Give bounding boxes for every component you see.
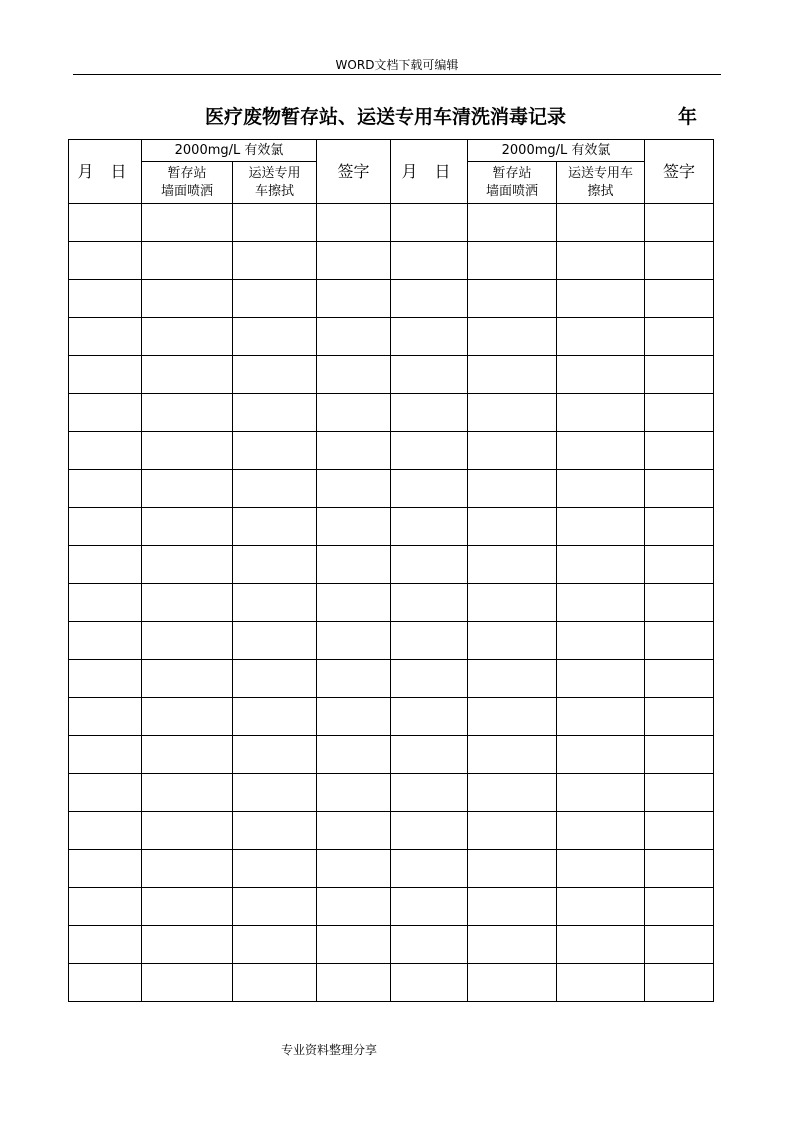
year-label: 年 [678, 106, 698, 128]
signature-cell[interactable] [645, 698, 714, 736]
signature-cell[interactable] [645, 242, 714, 280]
vehicle-wipe-cell[interactable] [233, 584, 317, 622]
date-cell[interactable] [69, 432, 142, 470]
page-footer: 专业资料整理分享 [281, 1043, 378, 1057]
vehicle-wipe-cell[interactable] [557, 660, 645, 698]
table-row [69, 584, 714, 622]
date-cell[interactable] [69, 508, 142, 546]
header-rule [73, 74, 721, 75]
vehicle-wipe-cell[interactable] [233, 280, 317, 318]
signature-cell[interactable] [645, 774, 714, 812]
date-cell[interactable] [69, 584, 142, 622]
vehicle-wipe-cell[interactable] [233, 812, 317, 850]
signature-cell[interactable] [317, 850, 391, 888]
signature-cell[interactable] [317, 622, 391, 660]
date-cell[interactable] [391, 280, 468, 318]
table-row [69, 394, 714, 432]
vehicle-wipe-cell[interactable] [233, 964, 317, 1002]
date-cell[interactable] [69, 242, 142, 280]
signature-cell[interactable] [645, 280, 714, 318]
page-title: 医疗废物暂存站、运送专用车清洗消毒记录 [205, 106, 567, 128]
wall-spray-cell[interactable] [142, 926, 233, 964]
signature-cell[interactable] [317, 888, 391, 926]
vehicle-wipe-cell[interactable] [557, 736, 645, 774]
signature-cell[interactable] [645, 318, 714, 356]
date-cell[interactable] [391, 622, 468, 660]
wall-spray-cell[interactable] [142, 736, 233, 774]
wall-spray-cell[interactable] [142, 660, 233, 698]
wall-spray-header-line2: 墙面喷洒 [160, 183, 213, 199]
signature-cell[interactable] [645, 660, 714, 698]
signature-cell[interactable] [317, 204, 391, 242]
wall-spray-cell[interactable] [468, 622, 557, 660]
header-row-1 [69, 140, 714, 162]
wall-spray-cell[interactable] [142, 204, 233, 242]
wall-spray-cell[interactable] [142, 470, 233, 508]
wall-spray-cell[interactable] [142, 774, 233, 812]
date-cell[interactable] [391, 812, 468, 850]
signature-cell[interactable] [645, 546, 714, 584]
vehicle-wipe-cell[interactable] [233, 850, 317, 888]
wall-spray-cell[interactable] [468, 508, 557, 546]
signature-cell[interactable] [317, 470, 391, 508]
vehicle-wipe-cell[interactable] [233, 470, 317, 508]
table-row [69, 926, 714, 964]
date-cell[interactable] [69, 622, 142, 660]
wall-spray-cell[interactable] [468, 964, 557, 1002]
table-row [69, 242, 714, 280]
wall-spray-cell[interactable] [142, 850, 233, 888]
table-row [69, 888, 714, 926]
vehicle-wipe-cell[interactable] [233, 432, 317, 470]
signature-cell[interactable] [645, 584, 714, 622]
vehicle-wipe-cell[interactable] [233, 394, 317, 432]
table-row [69, 508, 714, 546]
vehicle-wipe-cell[interactable] [557, 774, 645, 812]
vehicle-wipe-cell[interactable] [557, 850, 645, 888]
vehicle-wipe-cell[interactable] [233, 508, 317, 546]
vehicle-wipe-header-line1: 运送专用车 [568, 165, 634, 181]
wall-spray-cell[interactable] [468, 356, 557, 394]
wall-spray-header-right [468, 162, 557, 204]
table-row [69, 774, 714, 812]
wall-spray-cell[interactable] [142, 622, 233, 660]
table-row [69, 698, 714, 736]
vehicle-wipe-cell[interactable] [557, 204, 645, 242]
wall-spray-cell[interactable] [142, 584, 233, 622]
wall-spray-cell[interactable] [142, 280, 233, 318]
signature-cell[interactable] [317, 356, 391, 394]
date-cell[interactable] [69, 280, 142, 318]
signature-cell[interactable] [317, 242, 391, 280]
wall-spray-cell[interactable] [468, 926, 557, 964]
table-row [69, 660, 714, 698]
table-row [69, 356, 714, 394]
signature-cell[interactable] [645, 394, 714, 432]
vehicle-wipe-cell[interactable] [557, 356, 645, 394]
table-row [69, 318, 714, 356]
vehicle-wipe-header-left [233, 162, 317, 204]
wall-spray-cell[interactable] [468, 318, 557, 356]
wall-spray-cell[interactable] [142, 508, 233, 546]
table-row [69, 432, 714, 470]
chlorine-group-header-right: 2000mg/L 有效氯 [468, 140, 645, 162]
wall-spray-cell[interactable] [468, 774, 557, 812]
date-cell[interactable] [69, 926, 142, 964]
date-cell[interactable] [391, 698, 468, 736]
date-cell[interactable] [69, 736, 142, 774]
vehicle-wipe-cell[interactable] [233, 356, 317, 394]
signature-cell[interactable] [317, 546, 391, 584]
vehicle-wipe-cell[interactable] [557, 280, 645, 318]
vehicle-wipe-cell[interactable] [233, 888, 317, 926]
vehicle-wipe-cell[interactable] [233, 926, 317, 964]
signature-cell[interactable] [645, 432, 714, 470]
date-cell[interactable] [69, 546, 142, 584]
signature-cell[interactable] [645, 508, 714, 546]
date-cell[interactable] [391, 926, 468, 964]
date-cell[interactable] [69, 888, 142, 926]
signature-cell[interactable] [645, 926, 714, 964]
wall-spray-cell[interactable] [142, 432, 233, 470]
date-cell[interactable] [391, 964, 468, 1002]
date-cell[interactable] [69, 698, 142, 736]
date-cell[interactable] [69, 964, 142, 1002]
signature-cell[interactable] [645, 964, 714, 1002]
wall-spray-cell[interactable] [468, 698, 557, 736]
signature-cell[interactable] [317, 812, 391, 850]
table-row [69, 204, 714, 242]
vehicle-wipe-cell[interactable] [233, 242, 317, 280]
signature-cell[interactable] [317, 964, 391, 1002]
wall-spray-cell[interactable] [468, 280, 557, 318]
wall-spray-cell[interactable] [468, 888, 557, 926]
vehicle-wipe-cell[interactable] [557, 508, 645, 546]
signature-cell[interactable] [645, 736, 714, 774]
wall-spray-header-left [142, 162, 233, 204]
vehicle-wipe-cell[interactable] [557, 470, 645, 508]
signature-cell[interactable] [317, 926, 391, 964]
vehicle-wipe-cell[interactable] [557, 584, 645, 622]
date-cell[interactable] [391, 432, 468, 470]
vehicle-wipe-cell[interactable] [233, 736, 317, 774]
table-row [69, 622, 714, 660]
wall-spray-cell[interactable] [142, 964, 233, 1002]
date-cell[interactable] [391, 774, 468, 812]
signature-cell[interactable] [317, 774, 391, 812]
vehicle-wipe-cell[interactable] [233, 660, 317, 698]
signature-cell[interactable] [317, 280, 391, 318]
date-cell[interactable] [391, 318, 468, 356]
table-row [69, 736, 714, 774]
vehicle-wipe-cell[interactable] [557, 394, 645, 432]
date-cell[interactable] [69, 394, 142, 432]
date-cell[interactable] [69, 812, 142, 850]
signature-cell[interactable] [317, 584, 391, 622]
vehicle-wipe-cell[interactable] [557, 812, 645, 850]
date-cell[interactable] [391, 736, 468, 774]
signature-cell[interactable] [645, 850, 714, 888]
wall-spray-header-line1: 暂存站 [167, 165, 207, 181]
vehicle-wipe-cell[interactable] [557, 964, 645, 1002]
wall-spray-cell[interactable] [468, 546, 557, 584]
date-cell[interactable] [391, 394, 468, 432]
wall-spray-cell[interactable] [142, 698, 233, 736]
date-header-right: 月 日 [391, 140, 468, 204]
vehicle-wipe-header-line2: 车擦拭 [255, 183, 295, 199]
wall-spray-cell[interactable] [142, 242, 233, 280]
vehicle-wipe-cell[interactable] [557, 926, 645, 964]
vehicle-wipe-cell[interactable] [557, 622, 645, 660]
vehicle-wipe-cell[interactable] [233, 318, 317, 356]
date-cell[interactable] [69, 318, 142, 356]
vehicle-wipe-cell[interactable] [557, 546, 645, 584]
vehicle-wipe-cell[interactable] [233, 698, 317, 736]
wall-spray-cell[interactable] [468, 584, 557, 622]
signature-cell[interactable] [317, 508, 391, 546]
date-cell[interactable] [69, 470, 142, 508]
date-cell[interactable] [391, 850, 468, 888]
vehicle-wipe-cell[interactable] [557, 698, 645, 736]
page-header: WORD文档下载可编辑 [335, 58, 459, 72]
signature-header-right: 签字 [645, 140, 714, 204]
signature-cell[interactable] [317, 394, 391, 432]
disinfection-record-table [68, 139, 714, 1002]
wall-spray-cell[interactable] [142, 888, 233, 926]
table-row [69, 470, 714, 508]
wall-spray-cell[interactable] [468, 204, 557, 242]
date-cell[interactable] [69, 774, 142, 812]
wall-spray-header-line1: 暂存站 [492, 165, 532, 181]
table-row [69, 280, 714, 318]
wall-spray-cell[interactable] [142, 546, 233, 584]
signature-cell[interactable] [317, 736, 391, 774]
vehicle-wipe-cell[interactable] [557, 318, 645, 356]
wall-spray-cell[interactable] [468, 470, 557, 508]
wall-spray-cell[interactable] [468, 432, 557, 470]
chlorine-group-header-left: 2000mg/L 有效氯 [142, 140, 317, 162]
wall-spray-cell[interactable] [142, 394, 233, 432]
date-cell[interactable] [391, 584, 468, 622]
vehicle-wipe-cell[interactable] [233, 622, 317, 660]
date-cell[interactable] [69, 356, 142, 394]
wall-spray-cell[interactable] [142, 318, 233, 356]
wall-spray-cell[interactable] [468, 394, 557, 432]
wall-spray-cell[interactable] [142, 812, 233, 850]
wall-spray-cell[interactable] [468, 660, 557, 698]
table-row [69, 850, 714, 888]
vehicle-wipe-cell[interactable] [557, 888, 645, 926]
signature-cell[interactable] [645, 812, 714, 850]
signature-cell[interactable] [317, 318, 391, 356]
date-cell[interactable] [391, 356, 468, 394]
signature-cell[interactable] [317, 432, 391, 470]
vehicle-wipe-cell[interactable] [233, 774, 317, 812]
date-cell[interactable] [391, 508, 468, 546]
vehicle-wipe-header-right [557, 162, 645, 204]
date-cell[interactable] [391, 660, 468, 698]
signature-cell[interactable] [645, 888, 714, 926]
vehicle-wipe-cell[interactable] [233, 546, 317, 584]
wall-spray-cell[interactable] [468, 812, 557, 850]
signature-cell[interactable] [645, 356, 714, 394]
date-cell[interactable] [391, 242, 468, 280]
signature-cell[interactable] [317, 660, 391, 698]
date-cell[interactable] [391, 546, 468, 584]
vehicle-wipe-cell[interactable] [233, 204, 317, 242]
signature-cell[interactable] [317, 698, 391, 736]
date-cell[interactable] [69, 204, 142, 242]
wall-spray-cell[interactable] [142, 356, 233, 394]
vehicle-wipe-header-line2: 擦拭 [587, 183, 614, 199]
table-row [69, 964, 714, 1002]
table-row [69, 812, 714, 850]
wall-spray-cell[interactable] [468, 242, 557, 280]
vehicle-wipe-cell[interactable] [557, 242, 645, 280]
date-cell[interactable] [391, 204, 468, 242]
table-row [69, 546, 714, 584]
vehicle-wipe-cell[interactable] [557, 432, 645, 470]
date-cell[interactable] [69, 850, 142, 888]
signature-cell[interactable] [645, 470, 714, 508]
date-header-left: 月 日 [69, 140, 142, 204]
wall-spray-cell[interactable] [468, 850, 557, 888]
date-cell[interactable] [69, 660, 142, 698]
signature-cell[interactable] [645, 204, 714, 242]
wall-spray-cell[interactable] [468, 736, 557, 774]
wall-spray-header-line2: 墙面喷洒 [486, 183, 539, 199]
signature-header-left: 签字 [317, 140, 391, 204]
signature-cell[interactable] [645, 622, 714, 660]
vehicle-wipe-header-line1: 运送专用 [248, 165, 301, 181]
date-cell[interactable] [391, 470, 468, 508]
date-cell[interactable] [391, 888, 468, 926]
